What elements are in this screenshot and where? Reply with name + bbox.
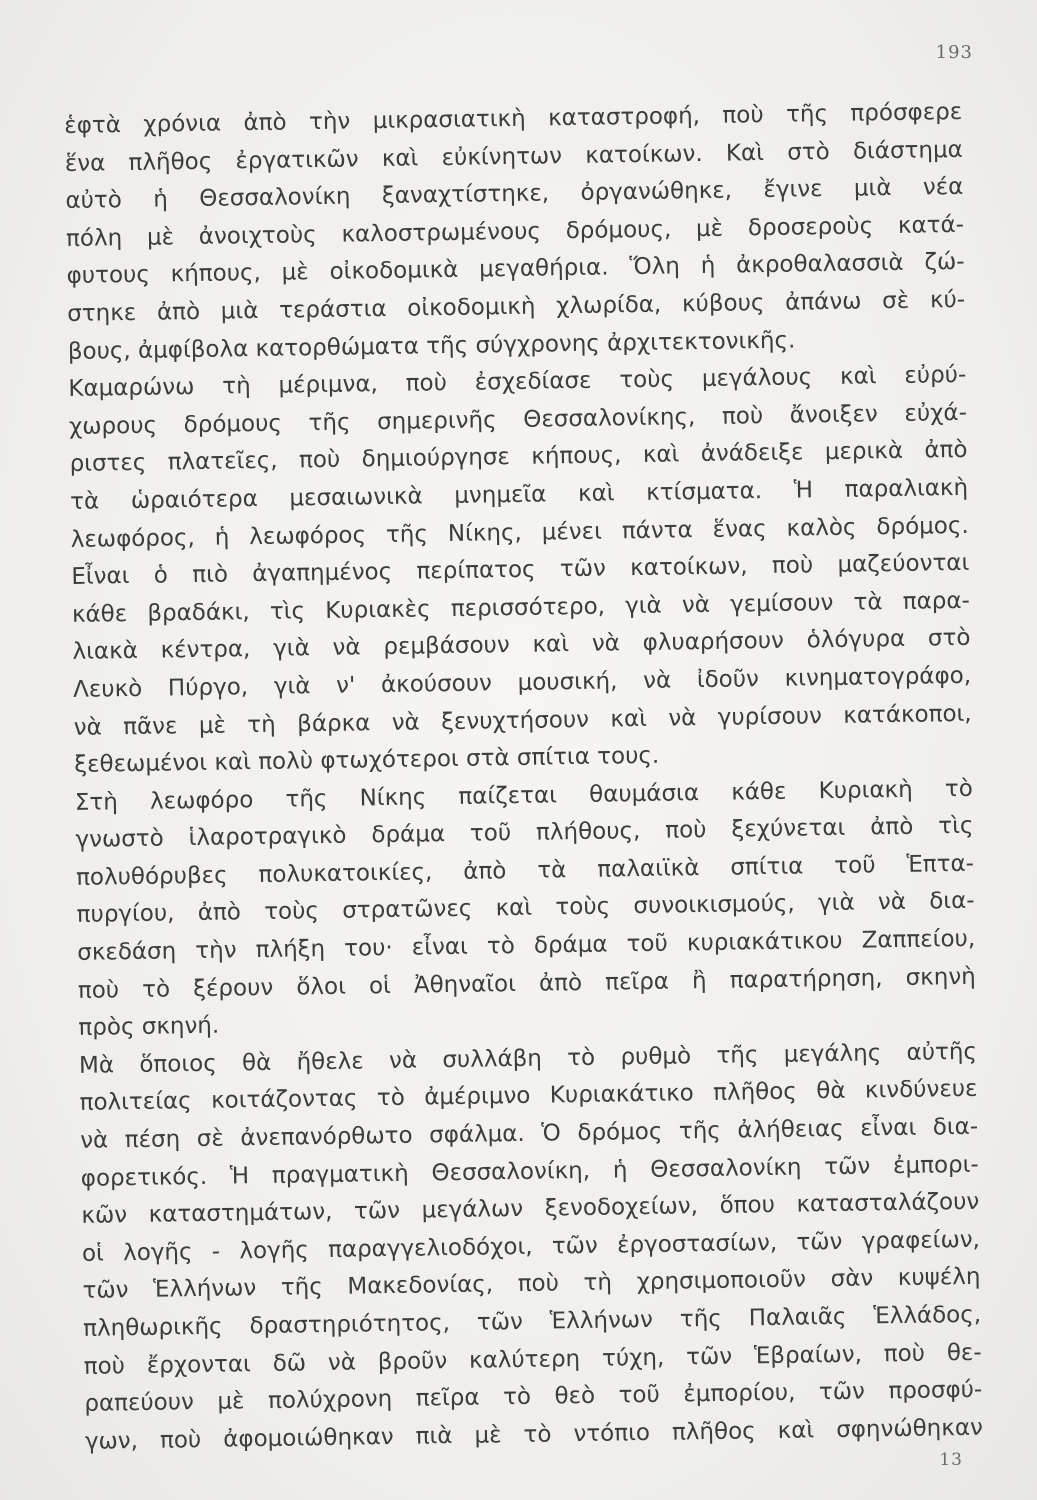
text-line: πόλη μὲ ἀνοιχτοὺς καλοστρωμένους δρόμους, μὲ δροσεροὺς κατά- (65, 211, 965, 252)
text-line: πρὸς σκηνή. (78, 1012, 220, 1042)
text-line: Στὴ λεωφόρο τῆς Νίκης παίζεται θαυμάσια κάθε Κυριακὴ τὸ (74, 775, 974, 816)
text-line: στηκε ἀπὸ μιὰ τεράστια οἰκοδομικὴ χλωρίδα, κύβους ἀπάνω σὲ κύ- (67, 286, 966, 327)
text-line: λεωφόρος, ἡ λεωφόρος τῆς Νίκης, μένει πάντα ἕνας καλὸς δρόμος. (70, 512, 969, 553)
text-line: ριστες πλατεῖες, ποὺ δημιούργησε κήπους, καὶ ἀνάδειξε μερικὰ ἀπὸ (69, 437, 968, 478)
text-line: πολυθόρυβες πολυκατοικίες, ἀπὸ τὰ παλαιϊκὰ σπίτια τοῦ Ἑπτα- (75, 850, 975, 891)
text-line: κάθε βραδάκι, τὶς Κυριακὲς περισσότερο, γιὰ νὰ γεμίσουν τὰ παρα- (71, 587, 971, 628)
text-line: ποὺ ἔρχονται δῶ νὰ βροῦν καλύτερη τύχη, τῶν Ἑβραίων, ποὺ θε- (83, 1339, 982, 1380)
text-line: ποὺ τὸ ξέρουν ὅλοι οἱ Ἀθηναῖοι ἀπὸ πεῖρα ἢ παρατήρηση, σκηνὴ (77, 963, 976, 1004)
text-line: γων, ποὺ ἀφομοιώθηκαν πιὰ μὲ τὸ ντόπιο πλῆθος καὶ σφηνώθηκαν (84, 1414, 984, 1455)
signature-mark: 13 (939, 1450, 963, 1470)
text-line: πληθωρικῆς δραστηριότητος, τῶν Ἑλλήνων τῆς Παλαιᾶς Ἑλλάδος, (82, 1301, 982, 1342)
text-line: ξεθεωμένοι καὶ πολὺ φτωχότεροι στὰ σπίτια τους. (74, 742, 660, 779)
text-line: σκεδάση τὴν πλήξη του· εἶναι τὸ δράμα τοῦ κυριακάτικου Ζαππείου, (77, 925, 976, 966)
text-line: ἑφτὰ χρόνια ἀπὸ τὴν μικρασιατικὴ καταστροφή, ποὺ τῆς πρόσφερε (64, 98, 963, 139)
text-line: Εἶναι ὁ πιὸ ἀγαπημένος περίπατος τῶν κατοίκων, ποὺ μαζεύονται (71, 549, 970, 591)
text-line: κῶν καταστημάτων, τῶν μεγάλων ξενοδοχείων, ὅπου κατασταλάζουν (81, 1188, 980, 1230)
text-line: Μὰ ὅποιος θὰ ἤθελε νὰ συλλάβη τὸ ρυθμὸ τῆς μεγάλης αὐτῆς (78, 1038, 978, 1079)
text-line: φυτους κήπους, μὲ οἰκοδομικὰ μεγαθήρια. Ὅλη ἡ ἀκροθαλασσιὰ ζώ- (66, 249, 965, 290)
text-line: νὰ πᾶνε μὲ τὴ βάρκα νὰ ξενυχτήσουν καὶ νὰ γυρίσουν κατάκοποι, (73, 700, 972, 741)
text-line: βους, ἀμφίβολα κατορθώματα τῆς σύγχρονης ἀρχιτεκτονικῆς. (67, 327, 796, 365)
text-line: ραπεύουν μὲ πολύχρονη πεῖρα τὸ θεὸ τοῦ ἐμπορίου, τῶν προσφύ- (84, 1376, 983, 1418)
text-line: νὰ πέση σὲ ἀνεπανόρθωτο σφάλμα. Ὁ δρόμος τῆς ἀλήθειας εἶναι δια- (80, 1113, 979, 1154)
text-line: φορετικός. Ἡ πραγματικὴ Θεσσαλονίκη, ἡ Θεσσαλονίκη τῶν ἐμπορι- (80, 1151, 979, 1192)
text-line: πολιτείας κοιτάζοντας τὸ ἀμέριμνο Κυριακάτικο πλῆθος θὰ κινδύνευε (79, 1076, 978, 1117)
text-line: γνωστὸ ἱλαροτραγικὸ δράμα τοῦ πλήθους, ποὺ ξεχύνεται ἀπὸ τὶς (75, 813, 974, 854)
text-line: Λευκὸ Πύργο, γιὰ ν' ἀκούσουν μουσική, νὰ ἰδοῦν κινηματογράφο, (72, 662, 972, 703)
text-line: πυργίου, ἀπὸ τοὺς στρατῶνες καὶ τοὺς συνοικισμούς, γιὰ νὰ δια- (76, 888, 975, 929)
text-line: λιακὰ κέντρα, γιὰ νὰ ρεμβάσουν καὶ νὰ φλυαρήσουν ὁλόγυρα στὸ (72, 625, 971, 666)
page-number: 193 (935, 42, 973, 63)
text-line: τῶν Ἑλλήνων τῆς Μακεδονίας, ποὺ τὴ χρησιμοποιοῦν σὰν κυψέλη (82, 1264, 981, 1305)
text-line: τὰ ὡραιότερα μεσαιωνικὰ μνημεῖα καὶ κτίσματα. Ἡ παραλιακὴ (69, 474, 969, 515)
text-line: χωρους δρόμους τῆς σημερινῆς Θεσσαλονίκης, ποὺ ἄνοιξεν εὐχά- (68, 399, 968, 440)
text-line: αὐτὸ ἡ Θεσσαλονίκη ξαναχτίστηκε, ὀργανώθηκε, ἔγινε μιὰ νέα (65, 174, 964, 215)
text-line: ἕνα πλῆθος ἐργατικῶν καὶ εὐκίνητων κατοίκων. Καὶ στὸ διάστημα (64, 136, 963, 177)
text-line: οἱ λογῆς - λογῆς παραγγελιοδόχοι, τῶν ἐργοστασίων, τῶν γραφείων, (81, 1226, 981, 1267)
text-line: Καμαρώνω τὴ μέριμνα, ποὺ ἐσχεδίασε τοὺς μεγάλους καὶ εὐρύ- (68, 362, 967, 403)
body-text (64, 94, 983, 1461)
